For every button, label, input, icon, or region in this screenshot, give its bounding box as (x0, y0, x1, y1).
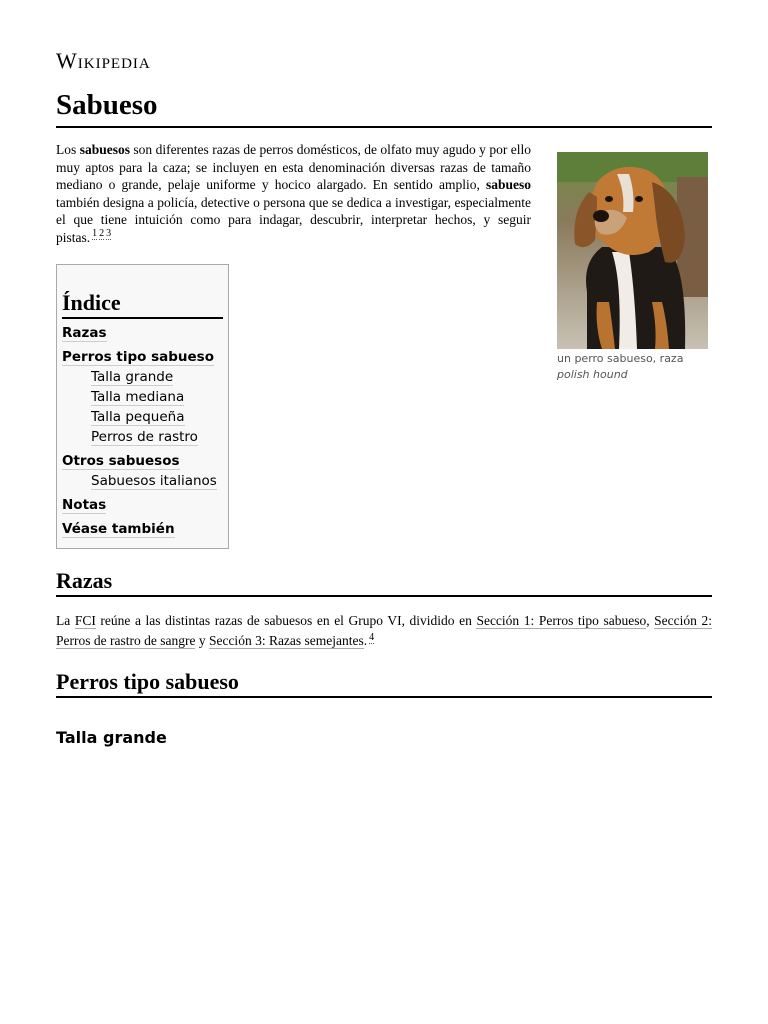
link-seccion-2[interactable]: Sección 2: Perros de rastro de sangre (56, 613, 712, 648)
toc-item-vease-tambien[interactable]: Véase también (62, 521, 175, 537)
link-fci[interactable]: FCI (74, 613, 96, 628)
infobox-figure (557, 152, 709, 383)
toc-item-perros-tipo-sabueso[interactable]: Perros tipo sabueso (62, 349, 214, 365)
ref-4[interactable]: 4 (369, 631, 375, 643)
caption-line-2: polish hound (557, 368, 628, 381)
ref-3[interactable]: 3 (106, 228, 112, 240)
toc-item-perros-de-rastro[interactable]: Perros de rastro (91, 429, 198, 445)
razas-text-comma: , (646, 613, 655, 628)
razas-paragraph (56, 611, 712, 651)
caption-line-1: un perro sabueso, raza (557, 352, 684, 365)
ref-1[interactable]: 1 (92, 228, 98, 240)
razas-text-mid: reúne a las distintas razas de sabuesos en el Grupo VI, dividido en (95, 613, 477, 628)
link-seccion-1[interactable]: Sección 1: Perros tipo sabueso (476, 613, 647, 628)
toc-item-razas[interactable]: Razas (62, 325, 107, 341)
table-of-contents (56, 264, 229, 549)
ref-2[interactable]: 2 (99, 228, 105, 240)
toc-item-otros-sabuesos[interactable]: Otros sabuesos (62, 453, 180, 469)
razas-text-dot: . (363, 633, 368, 648)
intro-paragraph (56, 141, 531, 247)
intro-bold-sabuesos: sabuesos (79, 142, 130, 157)
page-title: Sabueso (56, 86, 712, 128)
toc-item-talla-mediana[interactable]: Talla mediana (91, 389, 185, 405)
intro-text-2: son diferentes razas de perros domésticos, de olfato muy agudo y por ello muy aptos para la caza; se incluyen en esta denominación diversas razas de tamaño mediano o grande, pelaje uniforme y hocico alargado. En sentido amplio, (56, 142, 532, 193)
toc-title: Índice (62, 289, 223, 319)
intro-bold-sabueso: sabueso (485, 177, 531, 193)
razas-text-la: La (56, 613, 75, 628)
section-heading-perros-tipo-sabueso: Perros tipo sabueso (56, 668, 712, 698)
figure-caption (557, 351, 709, 383)
link-seccion-3[interactable]: Sección 3: Razas semejantes (208, 633, 364, 648)
wikipedia-wordmark[interactable]: Wikipedia (56, 48, 151, 73)
dog-photo[interactable] (557, 152, 708, 349)
toc-item-notas[interactable]: Notas (62, 497, 107, 513)
razas-text-y: y (195, 633, 209, 648)
toc-item-talla-pequena[interactable]: Talla pequeña (91, 409, 185, 425)
intro-text-3: también designa a policía, detective o persona que se dedica a investigar, especialmente el que tiene intuición como para indagar, descubrir, interpretar hechos, y seguir pistas. (56, 194, 531, 245)
toc-item-talla-grande[interactable]: Talla grande (91, 369, 174, 385)
toc-list (62, 323, 223, 539)
subsection-heading-talla-grande: Talla grande (56, 728, 167, 747)
toc-item-sabuesos-italianos[interactable]: Sabuesos italianos (91, 473, 217, 489)
intro-text-1: Los (56, 142, 80, 157)
section-heading-razas: Razas (56, 567, 712, 597)
